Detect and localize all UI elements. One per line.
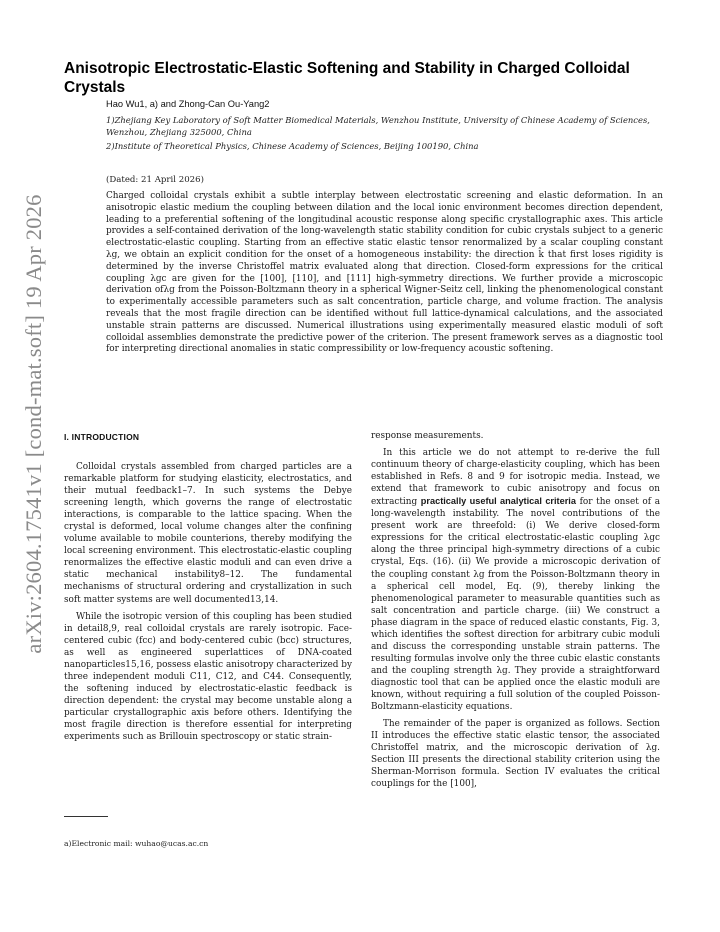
- right-column: [371, 430, 660, 790]
- footnote-rule: [64, 816, 108, 817]
- arxiv-identifier-stamp: [14, 194, 54, 654]
- section-heading-introduction: I. INTRODUCTION: [64, 432, 140, 442]
- date-line: (Dated: 21 April 2026): [106, 175, 204, 185]
- abstract: Charged colloidal crystals exhibit a subtle interplay between electrostatic screening and elastic deformation. In an anisotropic elastic medium the coupling between dilation and the local ionic environment becomes direction dependent, leading to a preferential softening of the longitudinal acoustic response along specific crystallographic axes. This article provides a self-contained derivation of the long-wavelength static stability condition for cubic crystals subject to a generic electrostatic-elastic coupling. Starting from an effective static elastic tensor renormalized by a scalar coupling constant λg, we obtain an explicit condition for the onset of a homogeneous instability: the direction k̂ that first loses rigidity is determined by the inverse Christoffel matrix evaluated along that direction. Closed-form expressions for the critical coupling λgc are given for the [100], [110], and [111] high-symmetry directions. We further provide a microscopic derivation ofλg from the Poisson-Boltzmann theory in a spherical Wigner-Seitz cell, linking the phenomenological constant to experimentally accessible parameters such as salt concentration, particle charge, and volume fraction. The analysis reveals that the most fragile direction can be identified without full lattice-dynamical calculations, and the associated unstable strain patterns are discussed. Numerical illustrations using experimentally measured elastic moduli of soft colloidal assemblies demonstrate the predictive power of the criterion. The present framework serves as a diagnostic tool for interpreting directional anomalies in static compressibility or low-frequency acoustic softening.: [106, 191, 663, 355]
- intro-paragraph-continued: response measurements.: [371, 431, 484, 441]
- affiliation-1: 1)Zhejiang Key Laboratory of Soft Matter Biomedical Materials, Wenzhou Institute, University of Chinese Academy of Sciences, Wenzhou, Zhejiang 325000, China: [106, 115, 650, 137]
- intro-paragraph-4: The remainder of the paper is organized as follows. Section II introduces the effective static elastic tensor, the associated Christoffel matrix, and the microscopic derivation of λg. Section III presents the directional stability criterion using the Sherman-Morrison formula. Section IV evaluates the critical couplings for the [100],: [371, 719, 660, 790]
- intro-paragraph-3: [371, 447, 660, 713]
- arxiv-stamp-text: arXiv:2604.17541v1 [cond-mat.soft] 19 Apr 2026: [21, 194, 46, 654]
- intro-paragraph-3-text-a: In this article we do not attempt to re-derive the full continuum theory of charge-elasticity coupling, which has been established in Refs. 8 and 9 for isotropic media. Instead, we extend that framework to cubic anisotropy and focus on extracting: [371, 448, 660, 508]
- emphasis-criteria: practically useful analytical criteria: [420, 496, 576, 507]
- intro-paragraph-2: While the isotropic version of this coupling has been studied in detail8,9, real colloidal crystals are rarely isotropic. Face-centered cubic (fcc) and body-centered cubic (bcc) structures, as well as engineered superlattices of DNA-coated nanoparticles15,16, possess elastic anisotropy characterized by three independent moduli C11, C12, and C44. Consequently, the softening induced by electrostatic-elastic feedback is direction dependent: the crystal may become unstable along a particular crystallographic axis before others. Identifying the most fragile direction is therefore essential for interpreting experiments such as Brillouin spectroscopy or static strain-: [64, 611, 352, 743]
- affiliation-2: 2)Institute of Theoretical Physics, Chinese Academy of Sciences, Beijing 100190, China: [106, 141, 479, 151]
- left-column: [64, 461, 352, 743]
- intro-paragraph-3-text-b: for the onset of a long-wavelength instability. The novel contributions of the present work are threefold: (i) We derive closed-form expressions for the critical electrostatic-elastic coupling λgc along the three principal high-symmetry directions of a cubic crystal, Eqs. (16). (ii) We provide a microscopic derivation of the coupling constant λg from the Poisson-Boltzmann theory in a spherical cell model, Eq. (9), thereby linking the phenomenological parameter to measurable quantities such as salt concentration and particle charge. (iii) We construct a phase diagram in the space of reduced elastic constants, Fig. 3, which identifies the softest direction for arbitrary cubic moduli and discuss the corresponding unstable strain patterns. The resulting formulas involve only the three cubic elastic constants and the coupling strength λg. They provide a straightforward diagnostic tool that can be applied once the elastic moduli are known, without requiring a full solution of the coupled Poisson-Boltzmann-elasticity equations.: [371, 497, 660, 713]
- author-list: Hao Wu1, a) and Zhong-Can Ou-Yang2: [106, 99, 270, 109]
- intro-paragraph-1: Colloidal crystals assembled from charged particles are a remarkable platform for studying elasticity, electrostatics, and their mutual feedback1–7. In such systems the Debye screening length, which governs the range of electrostatic interactions, is comparable to the lattice spacing. When the crystal is deformed, local volume changes alter the confining volume available to mobile counterions, thereby modifying the local screening environment. This electrostatic-elastic coupling renormalizes the effective elastic moduli and can even drive a static mechanical instability8–12. The fundamental mechanisms of structural ordering and crystallization in such soft matter systems are well documented13,14.: [64, 462, 352, 605]
- paper-title: Anisotropic Electrostatic-Elastic Softening and Stability in Charged Colloidal Crystals: [64, 60, 630, 96]
- footnote-email: a)Electronic mail: wuhao@ucas.ac.cn: [64, 839, 209, 848]
